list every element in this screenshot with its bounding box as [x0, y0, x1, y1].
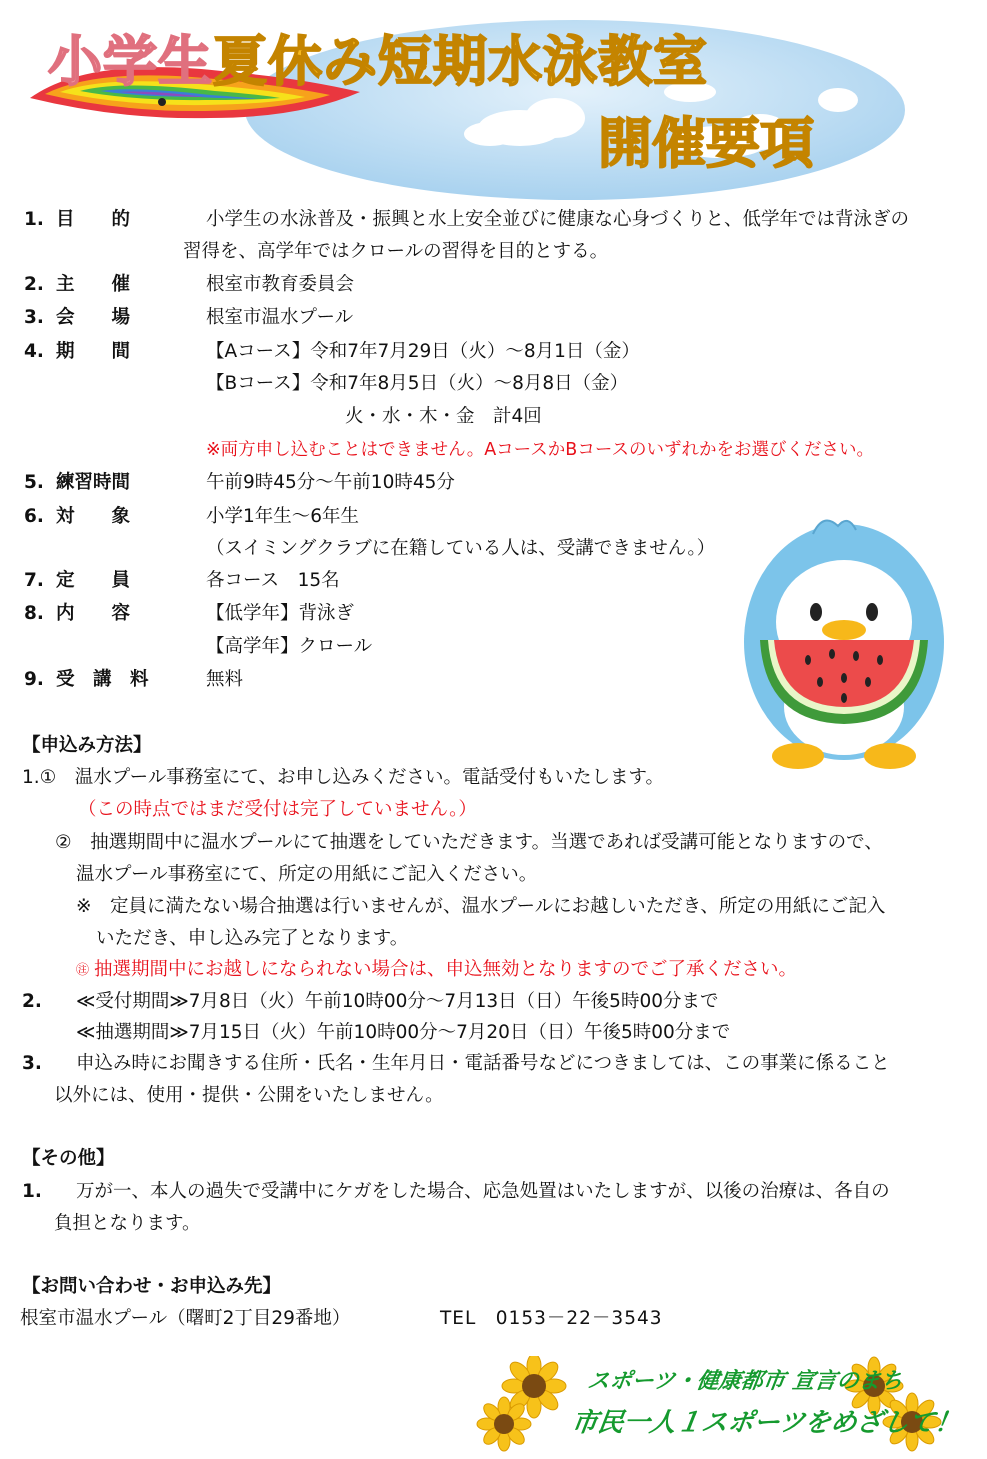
slogan-line2: 市民一人１スポーツをめざして！: [569, 1408, 963, 1438]
item-value: 根室市温水プール: [206, 307, 354, 328]
apply-num: 3.: [22, 1053, 42, 1074]
item-value: 根室市教育委員会: [206, 274, 355, 295]
item-label: 会 場: [56, 307, 131, 328]
item-num: 3.: [24, 307, 44, 328]
item-value: 火・水・木・金 計4回: [345, 406, 542, 427]
item-num: 7.: [24, 570, 44, 591]
item-label: 定 員: [56, 570, 131, 591]
item-label: 練習時間: [56, 472, 131, 493]
item-value: 【低学年】背泳ぎ: [206, 603, 355, 624]
item-label: 対 象: [56, 506, 131, 527]
item-value: （スイミングクラブに在籍している人は、受講できません。）: [206, 538, 716, 559]
apply-note: （この時点ではまだ受付は完了していません。）: [78, 799, 477, 820]
apply-line: ≪受付期間≫7月8日（火）午前10時00分～7月13日（日）午後5時00分まで: [76, 991, 719, 1012]
item-value: 小学生の水泳普及・振興と水上安全並びに健康な心身づくりと、低学年では背泳ぎの: [206, 209, 910, 230]
item-num: 9.: [24, 669, 44, 690]
slogan-line1: スポーツ・健康都市 宣言のまち: [585, 1369, 905, 1394]
contact-place: 根室市温水プール（曙町2丁目29番地）: [20, 1308, 351, 1329]
warning-note: ※両方申し込むことはできません。AコースかBコースのいずれかをお選びください。: [206, 440, 874, 460]
apply-line: ※ 定員に満たない場合抽選は行いませんが、温水プールにお越しいただき、所定の用紙にご記入: [76, 896, 886, 917]
apply-line: いただき、申し込み完了となります。: [96, 928, 409, 949]
title-part1: 小学生: [48, 30, 213, 93]
other-heading: 【その他】: [22, 1148, 115, 1169]
apply-line: 申込み時にお聞きする住所・氏名・生年月日・電話番号などにつきましては、この事業に係ること: [76, 1053, 890, 1074]
item-label: 内 容: [56, 603, 131, 624]
contact-heading: 【お問い合わせ・お申込み先】: [22, 1276, 282, 1297]
apply-line: 以外には、使用・提供・公開をいたしません。: [54, 1085, 444, 1106]
attention-mark: ㊟: [76, 963, 90, 978]
apply-line: ② 抽選期間中に温水プールにて抽選をしていただきます。当選であれば受講可能となりますので、: [55, 832, 883, 853]
page-title: [48, 30, 708, 94]
item-label: 主 催: [56, 274, 131, 295]
item-value: 【高学年】クロール: [206, 636, 373, 657]
item-num: 1.: [24, 209, 44, 230]
apply-line: ≪抽選期間≫7月15日（火）午前10時00分～7月20日（日）午後5時00分まで: [76, 1022, 731, 1043]
contact-tel: TEL 0153－22－3543: [440, 1308, 663, 1329]
other-num: 1.: [22, 1181, 42, 1202]
other-line: 万が一、本人の過失で受講中にケガをした場合、応急処置はいたしますが、以後の治療は、各自の: [76, 1181, 890, 1202]
sunflower-icon: [474, 1356, 584, 1456]
item-num: 5.: [24, 472, 44, 493]
item-label: 受 講 料: [56, 669, 149, 690]
item-value: 習得を、高学年ではクロールの習得を目的とする。: [183, 241, 609, 262]
item-value: 無料: [206, 669, 244, 690]
title-part2: 夏休み短期水泳教室: [213, 30, 708, 93]
item-value: 各コース 15名: [206, 570, 340, 591]
item-num: 2.: [24, 274, 44, 295]
item-value: 午前9時45分～午前10時45分: [206, 472, 455, 493]
apply-line: 1.① 温水プール事務室にて、お申し込みください。電話受付もいたします。: [22, 767, 664, 788]
other-line: 負担となります。: [54, 1213, 201, 1234]
apply-line: 温水プール事務室にて、所定の用紙にご記入ください。: [76, 864, 538, 885]
item-num: 4.: [24, 341, 44, 362]
apply-warning: 抽選期間中にお越しになられない場合は、申込無効となりますのでご了承ください。: [94, 959, 798, 980]
item-label: 目 的: [56, 209, 131, 230]
item-num: 6.: [24, 506, 44, 527]
item-value: 【Aコース】令和7年7月29日（火）～8月1日（金）: [206, 341, 640, 362]
penguin-watermelon-illustration: [738, 512, 950, 770]
item-value: 【Bコース】令和7年8月5日（火）～8月8日（金）: [206, 373, 629, 394]
item-value: 小学1年生～6年生: [206, 506, 360, 527]
item-label: 期 間: [56, 341, 131, 362]
apply-heading: 【申込み方法】: [22, 735, 152, 756]
item-num: 8.: [24, 603, 44, 624]
page-title-line2: 開催要項: [598, 112, 814, 175]
apply-num: 2.: [22, 991, 42, 1012]
